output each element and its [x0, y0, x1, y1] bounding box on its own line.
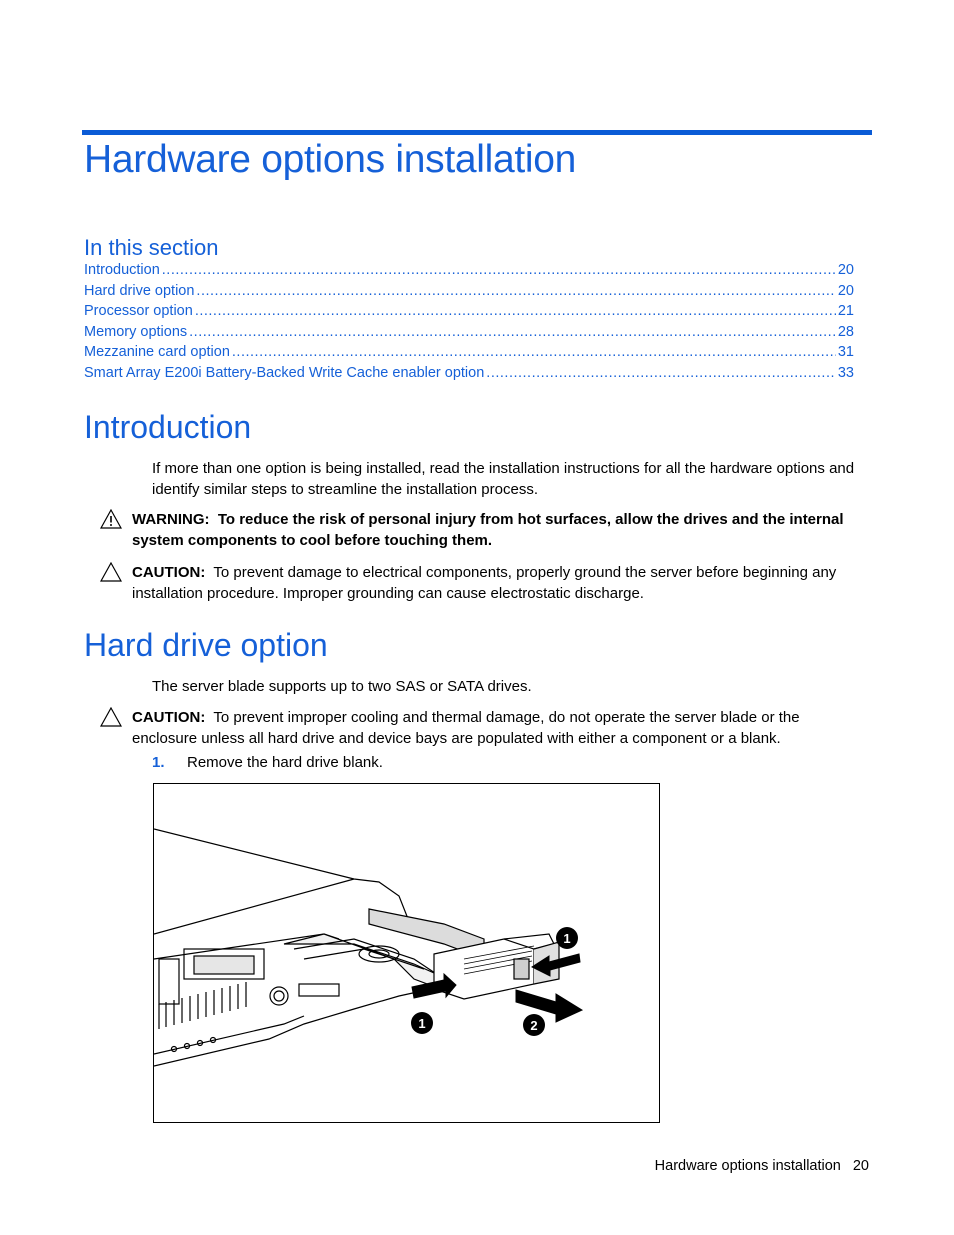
toc-entry-mezzanine[interactable]	[84, 344, 854, 365]
page-footer	[643, 1158, 869, 1174]
callout-1-top: 1	[563, 931, 571, 946]
toc-heading: In this section	[84, 235, 219, 260]
caution-triangle-icon	[100, 707, 122, 727]
step-number: 1.	[152, 754, 165, 771]
toc-entry-page: 31	[837, 344, 854, 361]
caution-text: To prevent damage to electrical components, properly ground the server before beginning any installation procedure. Improper grounding can cause electrostatic discharge.	[132, 564, 837, 602]
hard-drive-blank-figure	[153, 783, 660, 1123]
toc-entry-smart-array[interactable]	[84, 365, 854, 386]
callout-2: 2	[530, 1018, 538, 1033]
warning-text: To reduce the risk of personal injury from hot surfaces, allow the drives and the internal system components to cool before touching them.	[132, 511, 844, 549]
toc-entry-page: 20	[837, 282, 854, 299]
toc-entry-page: 20	[837, 262, 854, 278]
toc-entry-page: 28	[837, 323, 854, 340]
caution-label: CAUTION:	[132, 564, 206, 581]
footer-page-number: 20	[852, 1158, 869, 1174]
toc-entry-page: 21	[837, 303, 854, 320]
caution-notice-cooling	[100, 707, 865, 749]
warning-triangle-icon	[100, 509, 122, 529]
chapter-title: Hardware options installation	[84, 138, 577, 181]
toc-entry-label: Memory options	[84, 323, 188, 340]
toc-entry-label: Processor option	[84, 303, 193, 320]
toc-leader	[196, 283, 835, 299]
toc-leader	[195, 303, 836, 319]
step-text: Remove the hard drive blank.	[187, 754, 383, 771]
chapter-rule	[82, 130, 872, 135]
hard-drive-paragraph: The server blade supports up to two SAS or SATA drives.	[152, 678, 532, 695]
footer-title: Hardware options installation	[654, 1158, 841, 1174]
toc-entry-memory[interactable]	[84, 324, 854, 345]
hard-drive-heading: Hard drive option	[84, 627, 328, 663]
toc-entry-processor[interactable]	[84, 303, 854, 324]
toc-entry-label: Smart Array E200i Battery-Backed Write Cache enabler option	[84, 364, 485, 381]
server-blade-illustration	[154, 784, 659, 1122]
toc-entry-introduction[interactable]	[84, 262, 854, 283]
toc-list	[84, 262, 854, 386]
toc-entry-hard-drive[interactable]	[84, 283, 854, 304]
caution-label: CAUTION:	[132, 709, 206, 726]
warning-notice	[100, 509, 865, 551]
introduction-paragraph: If more than one option is being installed, read the installation instructions for all the hardware options and identify similar steps to streamline the installation process.	[152, 460, 855, 498]
toc-entry-label: Mezzanine card option	[84, 344, 230, 361]
caution-text: To prevent improper cooling and thermal damage, do not operate the server blade or the enclosure unless all hard drive and device bays are populated with either a component or a blank.	[132, 709, 800, 747]
toc-leader	[162, 262, 836, 278]
toc-leader	[486, 365, 836, 381]
toc-entry-label: Hard drive option	[84, 282, 195, 299]
step-1	[152, 754, 383, 771]
warning-label: WARNING:	[132, 511, 210, 528]
caution-triangle-icon	[100, 562, 122, 582]
introduction-heading: Introduction	[84, 409, 252, 445]
caution-notice-ground	[100, 562, 865, 604]
toc-entry-page: 33	[837, 364, 854, 381]
toc-leader	[232, 344, 836, 360]
toc-entry-label: Introduction	[84, 262, 160, 278]
callout-1-bottom: 1	[418, 1016, 426, 1031]
toc-leader	[189, 324, 836, 340]
